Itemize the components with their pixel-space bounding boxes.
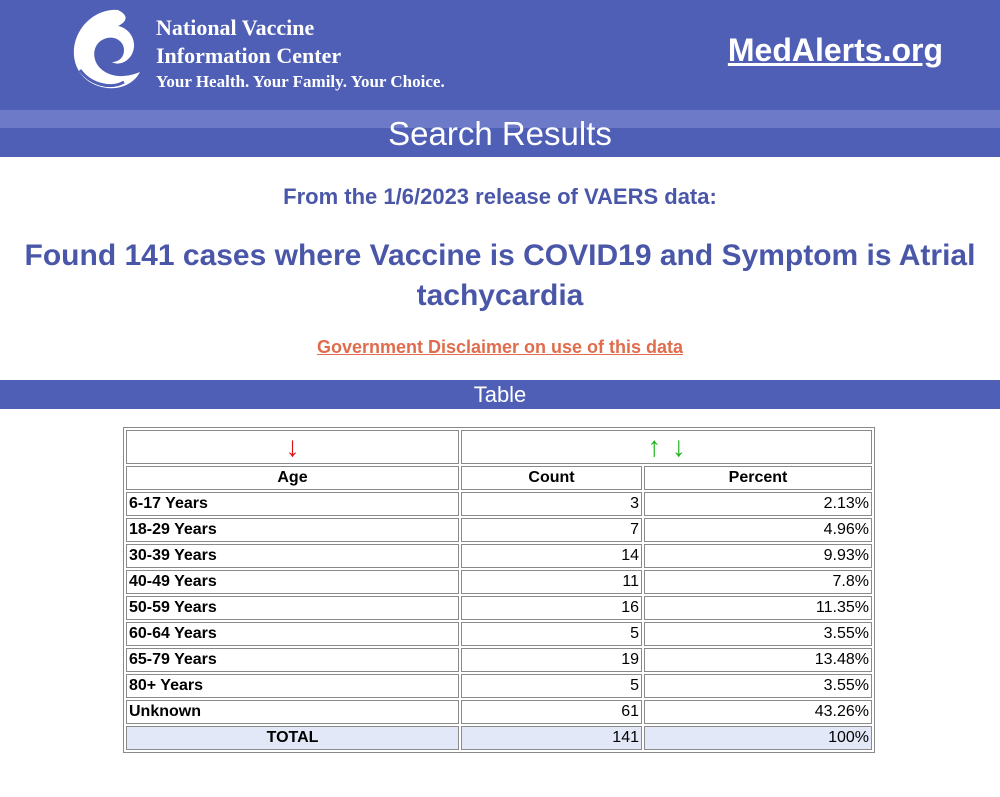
results-table xyxy=(123,427,875,753)
org-tagline: Your Health. Your Family. Your Choice. xyxy=(156,72,445,91)
site-header xyxy=(0,0,1000,110)
total-percent: 100% xyxy=(644,726,872,750)
count-cell: 7 xyxy=(461,518,642,542)
percent-cell: 4.96% xyxy=(644,518,872,542)
table-row xyxy=(126,648,872,672)
org-name-line2: Information Center xyxy=(156,43,342,68)
count-cell: 3 xyxy=(461,492,642,516)
age-cell: 30-39 Years xyxy=(126,544,459,568)
age-cell: 80+ Years xyxy=(126,674,459,698)
table-row xyxy=(126,492,872,516)
count-cell: 19 xyxy=(461,648,642,672)
age-sort-arrow-down-icon[interactable]: ↓ xyxy=(285,431,300,462)
column-header-count: Count xyxy=(461,466,642,490)
age-cell: Unknown xyxy=(126,700,459,724)
sort-arrow-row xyxy=(126,430,872,464)
count-cell: 61 xyxy=(461,700,642,724)
percent-cell: 7.8% xyxy=(644,570,872,594)
age-cell: 6-17 Years xyxy=(126,492,459,516)
table-row xyxy=(126,622,872,646)
table-row xyxy=(126,544,872,568)
count-cell: 14 xyxy=(461,544,642,568)
age-cell: 60-64 Years xyxy=(126,622,459,646)
table-row xyxy=(126,596,872,620)
disclaimer xyxy=(0,337,1000,358)
table-row xyxy=(126,700,872,724)
total-label: TOTAL xyxy=(126,726,459,750)
mother-child-logo-icon[interactable] xyxy=(66,4,146,92)
age-cell: 18-29 Years xyxy=(126,518,459,542)
org-name xyxy=(156,14,341,70)
count-sort-cell xyxy=(461,430,872,464)
table-row xyxy=(126,518,872,542)
percent-cell: 3.55% xyxy=(644,622,872,646)
age-sort-cell xyxy=(126,430,459,464)
disclaimer-link[interactable]: Government Disclaimer on use of this data xyxy=(316,337,684,357)
count-cell: 11 xyxy=(461,570,642,594)
column-header-percent: Percent xyxy=(644,466,872,490)
table-row xyxy=(126,674,872,698)
column-header-age: Age xyxy=(126,466,459,490)
total-count: 141 xyxy=(461,726,642,750)
results-headline: Found 141 cases where Vaccine is COVID19 and Symptom is Atrial tachycardia xyxy=(24,239,976,312)
age-cell: 50-59 Years xyxy=(126,596,459,620)
count-sort-arrow-down-icon[interactable]: ↓ xyxy=(671,431,686,462)
release-info: From the 1/6/2023 release of VAERS data: xyxy=(283,184,717,209)
age-cell: 40-49 Years xyxy=(126,570,459,594)
percent-cell: 3.55% xyxy=(644,674,872,698)
table-row xyxy=(126,570,872,594)
count-cell: 16 xyxy=(461,596,642,620)
percent-cell: 11.35% xyxy=(644,596,872,620)
percent-cell: 9.93% xyxy=(644,544,872,568)
percent-cell: 43.26% xyxy=(644,700,872,724)
age-cell: 65-79 Years xyxy=(126,648,459,672)
search-results-title: Search Results xyxy=(0,110,1000,157)
table-section-title: Table xyxy=(0,380,1000,409)
count-cell: 5 xyxy=(461,622,642,646)
total-row xyxy=(126,726,872,750)
medalerts-link[interactable]: MedAlerts.org xyxy=(727,32,943,68)
percent-cell: 2.13% xyxy=(644,492,872,516)
column-header-row xyxy=(126,466,872,490)
count-cell: 5 xyxy=(461,674,642,698)
percent-cell: 13.48% xyxy=(644,648,872,672)
count-sort-arrow-up-icon[interactable]: ↑ xyxy=(647,431,662,462)
org-name-line1: National Vaccine xyxy=(156,15,315,40)
